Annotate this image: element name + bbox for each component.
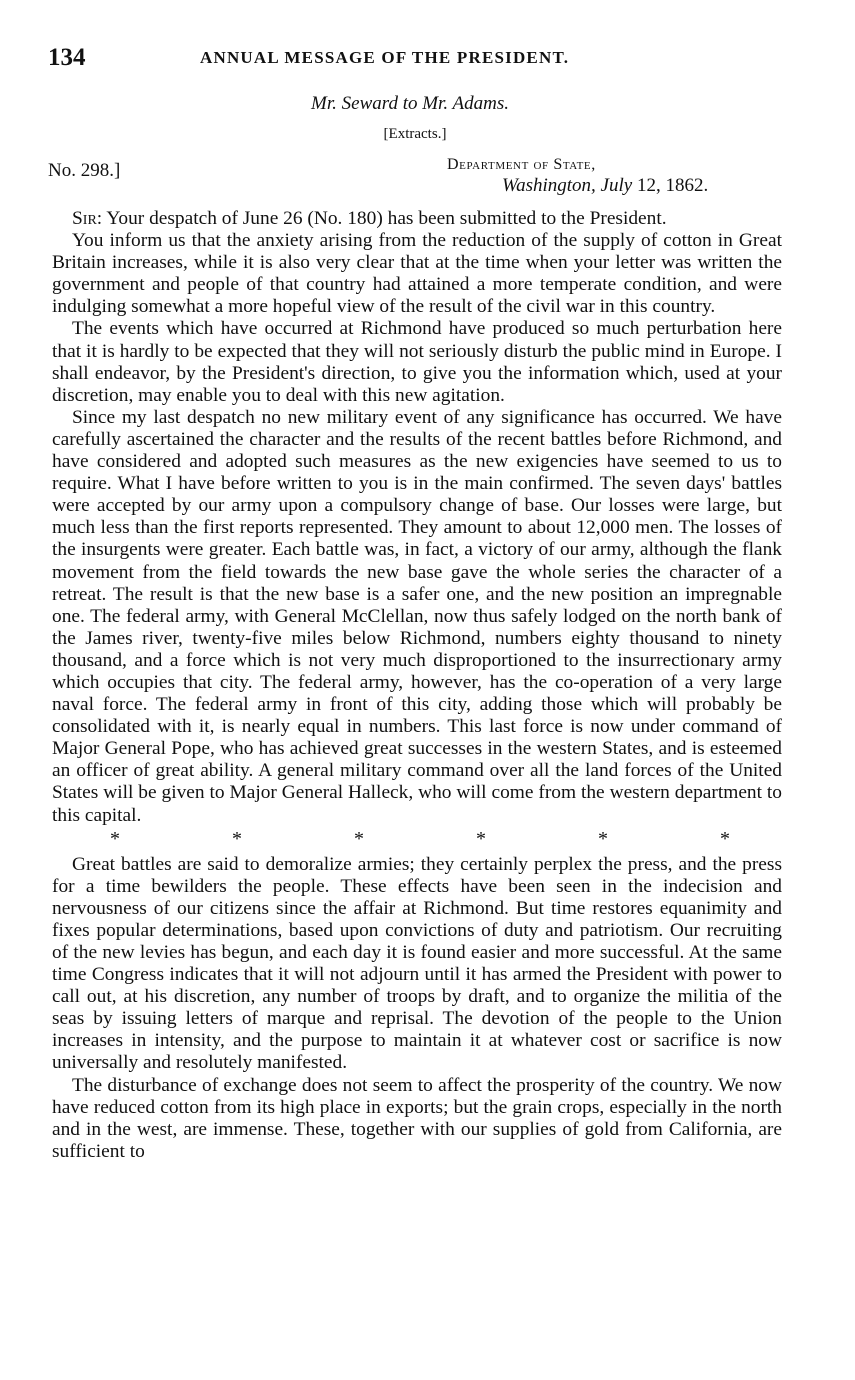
section-break-star: * (354, 827, 364, 850)
letter-correspondents: Mr. Seward to Mr. Adams. (311, 93, 509, 114)
dateline-day-year: 12, 1862. (632, 175, 709, 196)
section-break-star: * (720, 827, 730, 850)
despatch-number: No. 298.] (48, 160, 121, 181)
section-break-star: * (110, 827, 120, 850)
sender-block (440, 156, 780, 197)
paragraph-3: The events which have occurred at Richmond have produced so much perturbation here that it is hardly to be expected that they will not seriously disturb the public mind in Europe. I shall endeavor, by the President's direction, to give you the information which, used at your discretion, may enable you to deal with this new agitation. (52, 318, 782, 406)
department-line: Department of State, (447, 156, 596, 173)
section-break-star: * (232, 827, 242, 850)
running-title: ANNUAL MESSAGE OF THE PRESIDENT. (200, 48, 570, 67)
paragraph-2: You inform us that the anxiety arising from the reduction of the supply of cotton in Great Britain increases, while it is also very clear that at the time when your letter was written the government and people of that country had attained a more temperate condition, and were indulging somewhat a more hopeful view of the result of the civil war in this country. (52, 230, 782, 318)
extracts-note: [Extracts.] (383, 126, 447, 142)
dateline (440, 175, 780, 197)
paragraph-1-text: Your despatch of June 26 (No. 180) has been submitted to the President. (106, 208, 667, 229)
dateline-month: July (600, 175, 633, 196)
section-break-star: * (476, 827, 486, 850)
paragraph-4: Since my last despatch no new military event of any significance has occurred. We have carefully ascertained the character and the results of the recent battles before Richmond, and have considered and adopted such measures as the new exigencies have seemed to us to require. What I have before written to you is in the main confirmed. The seven days' battles were accepted by our army upon a compulsory change of base. Our losses were large, but much less than the first reports represented. They amount to about 12,000 men. The losses of the insurgents were greater. Each battle was, in fact, a victory of our army, although the flank movement from the field towards the new base gave the whole series the character of a retreat. The result is that the new base is a safer one, and the new position an impregnable one. The federal army, with General McClellan, now thus safely lodged on the north bank of the James river, twenty-five miles below Richmond, numbers eighty thousand to ninety thousand, and a force which is not very much disproportioned to the insurrectionary army which occupies that city. The federal army, however, has the co-operation of a very large naval force. The federal army in front of this city, adding those which will probably be consolidated with it, is nearly equal in numbers. This last force is now under command of Major General Pope, who has achieved great successes in the western States, and is esteemed an officer of great ability. A general military command over all the land forces of the United States will be given to Major General Halleck, who will come from the western department to this capital. (52, 406, 782, 826)
section-break-star: * (598, 827, 608, 850)
paragraph-1 (52, 208, 782, 230)
salutation: Sir: (72, 208, 103, 229)
letter-body (52, 208, 782, 1163)
running-head (48, 44, 783, 74)
paragraph-6: The disturbance of exchange does not seem to affect the prosperity of the country. We now have reduced cotton from its high place in exports; but the grain crops, especially in the north and in the west, are immense. These, together with our supplies of gold from California, are sufficient to (52, 1074, 782, 1162)
paragraph-5: Great battles are said to demoralize armies; they certainly perplex the press, and the press for a time bewilders the people. These effects have been seen in the indecision and nervousness of our citizens since the affair at Richmond. But time restores equanimity and fixes popular determinations, based upon convictions of duty and patriotism. Our recruiting of the new levies has begun, and each day it is found easier and more successful. At the same time Congress indicates that it will not adjourn until it has armed the President with power to call out, at his discretion, any number of troops by draft, and to organize the militia of the seas by issuing letters of marque and reprisal. The devotion of the people to the Union increases in intensity, and the purpose to maintain it at whatever cost or sacrifice is now universally and resolutely manifested. (52, 853, 782, 1074)
dateline-place: Washington, (502, 175, 596, 196)
section-break (110, 828, 730, 850)
page-number: 134 (48, 44, 86, 71)
